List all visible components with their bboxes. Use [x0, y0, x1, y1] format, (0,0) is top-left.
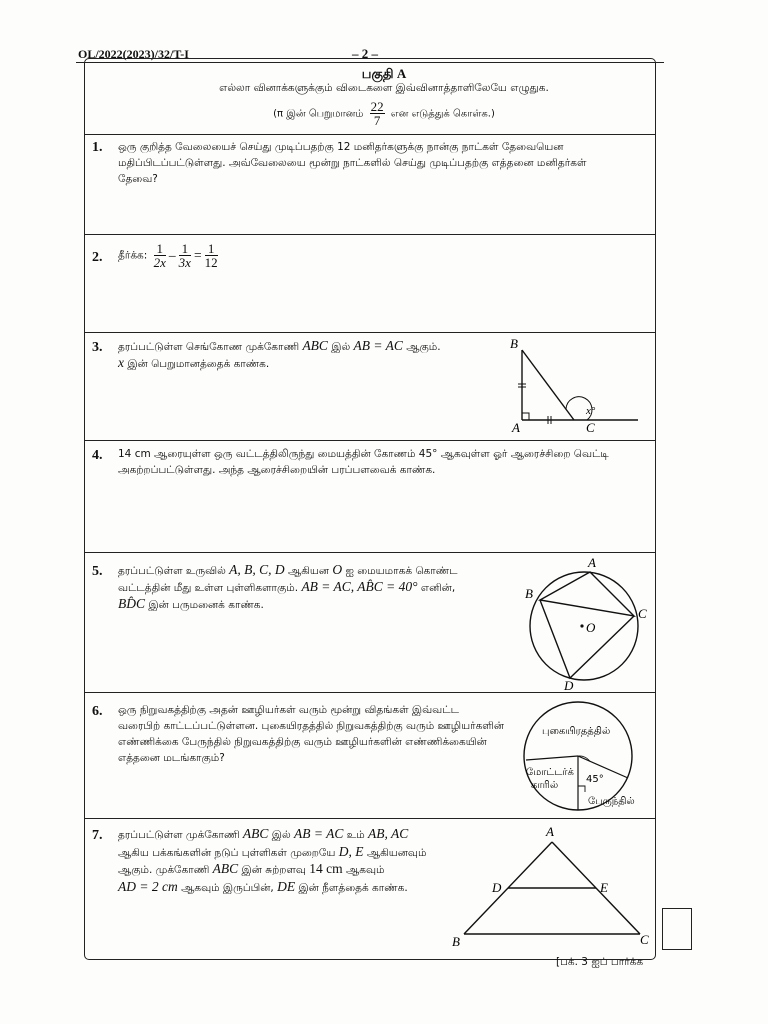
marks-box	[662, 908, 692, 950]
divider	[84, 332, 656, 333]
page-number: – 2 –	[352, 46, 378, 61]
vertex-label-b: B	[510, 336, 518, 351]
question-number: 1.	[92, 140, 103, 155]
question-3-text: தரப்பட்டுள்ள செங்கோண முக்கோணி ABC இல் AB = AC ஆகும். x இன் பெறுமானத்தைக் காண்க.	[118, 338, 441, 370]
pie-angle-label: 45°	[586, 774, 604, 785]
page-footer: [பக். 3 ஐப் பார்க்க	[556, 956, 644, 968]
point-label-d: D	[564, 678, 574, 692]
pie-label-train: புகையிரதத்தில்	[542, 726, 611, 737]
triangle-midpoints-diagram	[448, 820, 658, 952]
pie-chart	[518, 694, 648, 818]
divider	[84, 818, 656, 819]
question-5-text: தரப்பட்டுள்ள உருவில் A, B, C, D ஆகியன O ஐ மையமாகக் கொண்ட வட்டத்தின் மீது உள்ள புள்ளிகளாகும். AB = AC, AB̂C = 40° எனின், BD̂C இன் பருமனைக் காண்க.	[118, 562, 458, 611]
divider	[84, 440, 656, 441]
section-title: பகுதி A	[361, 66, 407, 81]
triangle-diagram	[500, 336, 650, 440]
center-label-o: O	[586, 620, 596, 635]
question-number: 3.	[92, 340, 103, 355]
paper-code: OL/2022(2023)/32/T-I	[78, 47, 189, 61]
divider	[84, 134, 656, 135]
vertex-label-b: B	[452, 934, 460, 949]
divider	[84, 692, 656, 693]
point-label-c: C	[638, 606, 647, 621]
divider	[84, 552, 656, 553]
point-label-b: B	[525, 586, 533, 601]
pie-label-car-line2: காரில்	[531, 780, 559, 791]
vertex-label-c: C	[586, 420, 595, 435]
question-2-equation: தீர்க்க: $\frac{1}{2x}$ – $\frac{1}{3x}$ = $\frac{1}{12}$	[118, 241, 218, 270]
question-4-text: 14 cm ஆரையுள்ள ஒரு வட்டத்திலிருந்து மையத்தின் கோணம் 45° ஆகவுள்ள ஓர் ஆரைச்சிறை வெட்டி அகற்றப்பட்டுள்ளது. அந்த ஆரைச்சிறையின் பரப்பளவைக் காண்க.	[118, 448, 609, 476]
pie-label-bus: பேருந்தில்	[588, 796, 635, 807]
question-number: 6.	[92, 704, 103, 719]
question-number: 5.	[92, 564, 103, 579]
section-instruction: எல்லா வினாக்களுக்கும் விடைகளை இவ்வினாத்தாளிலேயே எழுதுக.	[219, 82, 549, 94]
divider	[84, 234, 656, 235]
question-1-text: ஒரு குறித்த வேலையைச் செய்து முடிப்பதற்கு 12 மனிதர்களுக்கு நான்கு நாட்கள் தேவையென மதிப்பிடப்பட்டுள்ளது. அவ்வேலையை மூன்று நாட்களில் செய்து முடிப்பதற்கு எத்தனை மனிதர்கள் தேவை?	[118, 141, 587, 185]
question-7-text: தரப்பட்டுள்ள முக்கோணி ABC இல் AB = AC உம் AB, AC ஆகிய பக்கங்களின் நடுப் புள்ளிகள் முறையே D, E ஆகியனவும் ஆகும். முக்கோணி ABC இன் சுற்றளவு 14 cm ஆகவும் AD = 2 cm ஆகவும் இருப்பின், DE இன் நீளத்தைக் காண்க.	[118, 826, 427, 894]
pi-note: (π இன் பெறுமானம் $\frac{22}{7}$ என எடுத்துக் கொள்க.)	[273, 99, 495, 128]
midpoint-label-d: D	[492, 880, 502, 895]
circle-quadrilateral-diagram	[512, 556, 652, 692]
question-6-text: ஒரு நிறுவகத்திற்கு அதன் ஊழியர்கள் வரும் மூன்று விதங்கள் இவ்வட்ட வரைபிற் காட்டப்பட்டுள்ளன. புகையிரதத்தில் நிறுவகத்திற்கு வரும் ஊழியர்களின் எண்ணிக்கை பேருந்தில் நிறுவகத்திற்கு வரும் ஊழியர்களின் எண்ணிக்கையின் எத்தனை மடங்காகும்?	[118, 704, 505, 764]
question-number: 2.	[92, 250, 103, 265]
midpoint-label-e: E	[600, 880, 608, 895]
question-number: 4.	[92, 448, 103, 463]
vertex-label-a: A	[546, 824, 554, 839]
question-number: 7.	[92, 828, 103, 843]
vertex-label-a: A	[512, 420, 520, 435]
vertex-label-c: C	[640, 932, 649, 947]
pie-label-car-line1: மோட்டர்க்	[526, 767, 574, 778]
angle-label-x: x°	[586, 405, 596, 417]
point-label-a: A	[588, 556, 596, 570]
